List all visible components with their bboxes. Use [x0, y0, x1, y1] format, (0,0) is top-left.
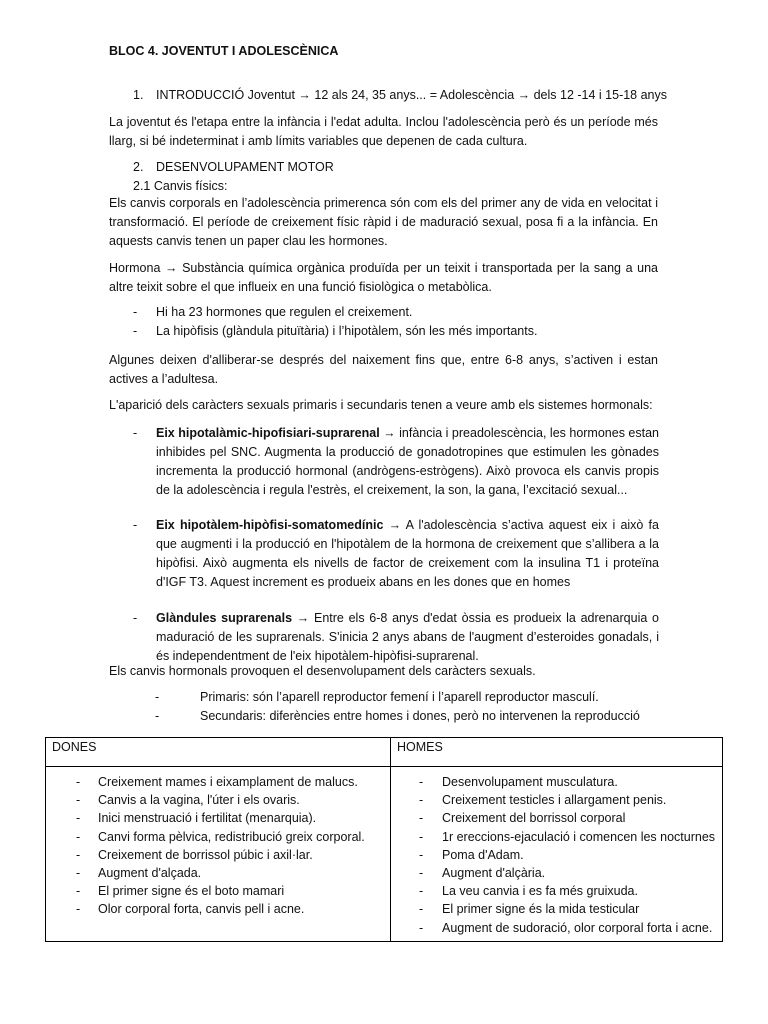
section2-heading: DESENVOLUPAMENT MOTOR: [156, 160, 334, 174]
comparison-table: [45, 737, 723, 942]
section1-number: 1.: [133, 88, 144, 102]
bullet-dash: -: [155, 709, 160, 723]
bullet-dash: -: [133, 305, 138, 319]
table-header-homes: HOMES: [391, 738, 723, 767]
axis-title: Eix hipotalàmic-hipofisiari-suprarenal: [156, 426, 380, 440]
axis-item-somatomedinic: [156, 516, 659, 592]
dones-list: [46, 767, 390, 923]
section2-paragraph-1: Els canvis corporals en l’adolescència primerenca són com els del primer any de vida en velocitat i transformació. El període de creixement físic ràpid i de maduració sexual, posa fi a la infància. En aquests canvis tenen un paper clau les hormones.: [109, 196, 658, 248]
list-item: - Olor corporal forta, canvis pell i acne.: [76, 902, 305, 917]
axis-title: Glàndules suprarenals: [156, 611, 293, 625]
list-item: - Creixement mames i eixamplament de malucs.: [76, 775, 358, 789]
list-item: - El primer signe és la mida testicular: [419, 902, 640, 917]
table-row: [46, 767, 723, 942]
section2-number: 2.: [133, 160, 144, 174]
bullet-item: La hipòfisis (glàndula pituïtària) i l’hipotàlem, són les més importants.: [156, 324, 538, 338]
section1-heading: INTRODUCCIÓ Joventut → 12 als 24, 35 anys... = Adolescència → dels 12 -14 i 15-18 anys: [156, 88, 668, 102]
bullet-dash: -: [155, 690, 160, 704]
section2-paragraph-4: L'aparició dels caràcters sexuals primaris i secundaris tenen a veure amb els sistemes hormonals:: [109, 398, 653, 412]
document-title: BLOC 4. JOVENTUT I ADOLESCÈNICA: [109, 44, 339, 58]
section1-paragraph: La joventut és l'etapa entre la infància i l'edat adulta. Inclou l'adolescència però és un període més llarg, si bé indeterminat i amb límits variables que depenen de cada cultura.: [109, 115, 658, 148]
list-item: - Creixement testicles i allargament penis.: [419, 793, 667, 808]
section2-paragraph-5: Els canvis hormonals provoquen el desenvolupament dels caràcters sexuals.: [109, 664, 536, 678]
homes-cell: [391, 767, 723, 942]
list-item: - Poma d'Adam.: [419, 847, 524, 862]
list-item: - Augment d'alçada.: [76, 865, 202, 880]
list-item: - Creixement de borrissol púbic i axil·lar.: [76, 847, 313, 862]
list-item: - 1r ereccions-ejaculació i comencen les nocturnes: [419, 829, 716, 844]
bullet-item: Hi ha 23 hormones que regulen el creixement.: [156, 305, 413, 319]
homes-list: [391, 767, 722, 941]
table-header-dones: DONES: [46, 738, 391, 767]
list-item: - Desenvolupament musculatura.: [419, 775, 618, 789]
axis-title: Eix hipotàlem-hipòfisi-somatomedínic: [156, 518, 384, 532]
list-item: - La veu canvia i es fa més gruixuda.: [419, 884, 638, 899]
list-item: - Canvis a la vagina, l'úter i els ovaris.: [76, 793, 300, 808]
list-item: - Augment de sudoració, olor corporal forta i acne.: [419, 920, 713, 935]
list-item: - El primer signe és el boto mamari: [76, 884, 285, 899]
list-item: - Creixement del borrissol corporal: [419, 811, 626, 826]
bullet-item: Secundaris: diferències entre homes i dones, però no intervenen la reproducció: [200, 709, 640, 723]
axis-item-suprarenals: [156, 609, 659, 666]
section2-paragraph-3: Algunes deixen d'alliberar-se després del naixement fins que, entre 6-8 anys, s’activen i estan actives a l’adultesa.: [109, 353, 658, 386]
bullet-dash: -: [133, 426, 138, 440]
list-item: - Inici menstruació i fertilitat (menarquia).: [76, 811, 317, 826]
list-item: - Canvi forma pèlvica, redistribució greix corporal.: [76, 829, 365, 844]
section2-paragraph-hormona: Hormona → Substància química orgànica produïda per un teixit i transportada per la sang a una altre teixit sobre el que influeix en una funció fisiològica o metabòlica.: [109, 261, 658, 294]
axis-text: → Entre els 6-8 anys d'edat òssia es produeix la adrenarquia o maduració de les suprarenals. S'inicia 2 anys abans de l'augment d’esteroides gonadals, i és independentment de l'eix hipotàlem-hipòfisi-suprarenal.: [156, 611, 659, 663]
table-header-row: [46, 738, 723, 767]
bullet-item: Primaris: són l’aparell reproductor femení i l’aparell reproductor masculí.: [200, 690, 599, 704]
bullet-dash: -: [133, 324, 138, 338]
bullet-dash: -: [133, 611, 138, 625]
section2-subheading: 2.1 Canvis físics:: [133, 179, 228, 193]
dones-cell: [46, 767, 391, 942]
axis-item-hipotalamic: [156, 424, 659, 500]
axis-text: → infància i preadolescència, les hormones estan inhibides pel SNC. Augmenta la producció de gonadotropines que estimulen les gònades incrementa la producció hormonal (andrògens-estrògens). Això provoca els canvis propis de la adolescència i regula l'estrès, el creixement, la son, la gana, l’excitació sexual...: [156, 426, 660, 497]
list-item: - Augment d'alçària.: [419, 865, 546, 880]
bullet-dash: -: [133, 518, 138, 532]
axis-text: → A l'adolescència s’activa aquest eix i això fa que augmenti i la producció en l'hipotàlem de la hormona de creixement que s’allibera a la hipòfisi. Això augmenta els nivells de factor de creixement com la insulina T1 i proteïna d'IGF T3. Aquest increment es produeix abans en les dones que en homes: [156, 518, 659, 589]
